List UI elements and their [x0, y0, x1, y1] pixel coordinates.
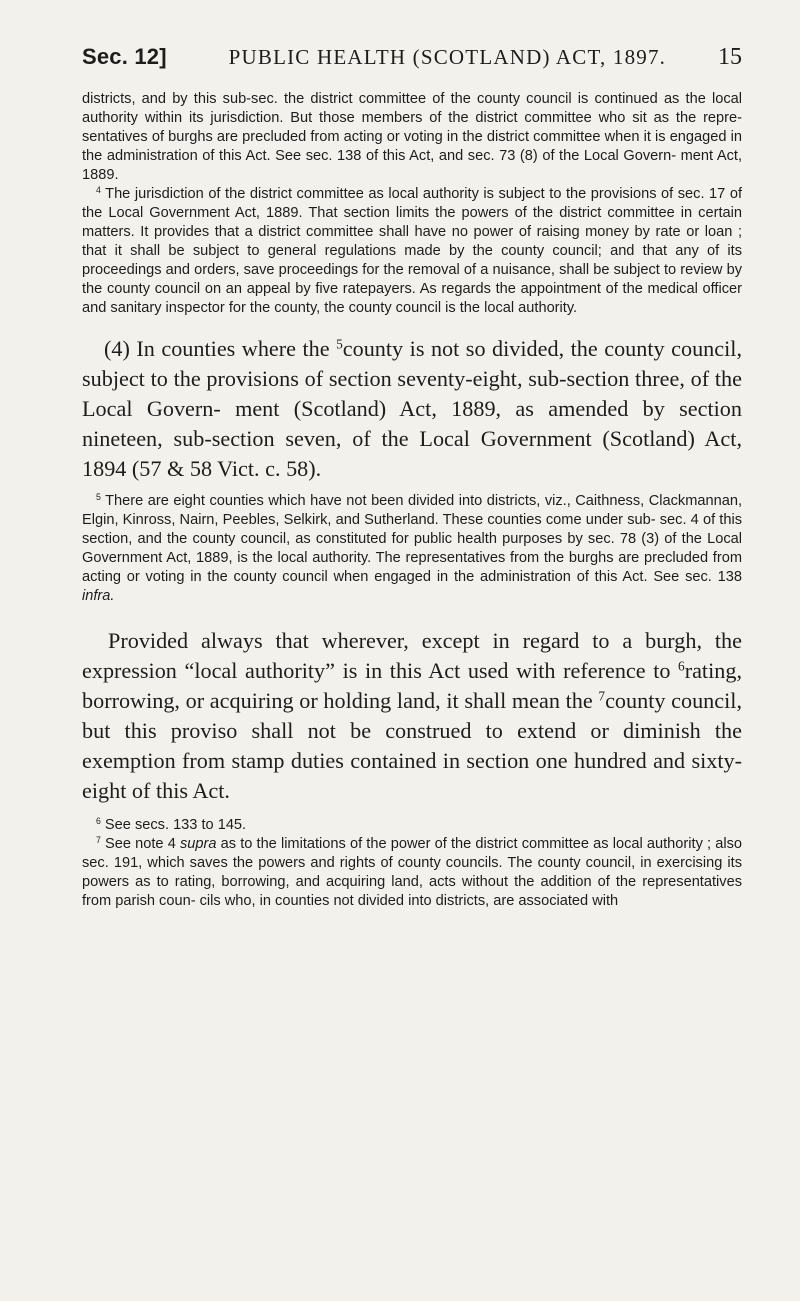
proviso-paragraph: [82, 626, 742, 806]
proviso-marker-7: 7: [598, 688, 606, 704]
proviso-part-3: county council, but this proviso shall not be construed to extend or diminish the exemption from stamp duties contained in section one hundred and sixty-eight of this Act.: [82, 688, 742, 803]
note-7: [82, 835, 742, 911]
note-5-marker: 5: [96, 492, 101, 503]
subsection-4-start: (4) In counties where the: [104, 336, 337, 361]
footnotes-bottom: [82, 816, 742, 911]
proviso-part-2: rating, borrowing, or acquiring or holding land, it shall mean the: [82, 658, 742, 713]
note-7-italic: supra: [179, 836, 217, 852]
note-7-marker: 7: [96, 835, 101, 846]
note-4-marker: 4: [96, 185, 101, 196]
proviso-part-1: Provided always that wherever, except in regard to a burgh, the expression “local authority” is in this Act used with reference to: [82, 628, 742, 683]
note-5: [82, 492, 742, 606]
note-6-marker: 6: [96, 816, 101, 827]
note-5-text: There are eight counties which have not been divided into districts, viz., Caithness, Clackmannan, Elgin, Kinross, Nairn, Peebles, Selkirk, and Sutherland. These counties come under sub- sec. 4 of this section, and the county council, as constituted for public health purposes by sec. 78 (3) of the Local Government Act, 1889, is the local authority. The representatives from the burghs are precluded from acting or voting in the county council when engaged in the administration of this Act. See sec. 138: [82, 493, 742, 585]
section-reference: Sec. 12]: [82, 44, 167, 69]
note-4-text: The jurisdiction of the district committee as local authority is subject to the provisions of sec. 17 of the Local Government Act, 1889. That section limits the powers of the district committee in certain matters. It provides that a district committee shall have no power of raising money by rate or loan ; that it shall be subject to general regulations made by the county council; and that any of its proceedings and orders, save proceedings for the removal of a nuisance, shall be subject to review by the county council on an appeal by five ratepayers. As regards the appointment of the medical officer and sanitary inspector for the county, the county council is the local authority.: [82, 186, 742, 316]
running-title: PUBLIC HEALTH (SCOTLAND) ACT, 1897.: [228, 45, 667, 69]
note-6: [82, 816, 742, 835]
running-header: [82, 44, 742, 84]
footnotes-top: [82, 90, 742, 318]
subsection-4-rest: county is not so divided, the county council, subject to the provisions of section seventy-eight, sub-section three, of the Local Govern- ment (Scotland) Act, 1889, as amended by section nineteen, sub-section seven, of the Local Government (Scotland) Act, 1894 (57 & 58 Vict. c. 58).: [82, 336, 742, 481]
proviso-marker-6: 6: [678, 658, 685, 674]
page-number: 15: [718, 44, 742, 70]
note-7-text: as to the limitations of the power of the district committee as local authority ; also sec. 191, which saves the powers and rights of county councils. The county council, in exercising its powers as to rating, borrowing, and acquiring land, acts without the addition of the representatives from parish coun- cils who, in counties not divided into districts, are associated with: [82, 836, 742, 909]
subsection-4: [82, 334, 742, 484]
note-continuation: districts, and by this sub-sec. the district committee of the county council is continued as the local authority within its jurisdiction. But those members of the district committee who sit as the repre- sentatives of burghs are precluded from acting or voting in the district committee when it is engaged in the administration of this Act. See sec. 138 of this Act, and sec. 73 (8) of the Local Govern- ment Act, 1889.: [82, 91, 742, 183]
note-4: [82, 185, 742, 318]
footnote-5-block: [82, 492, 742, 606]
subsection-4-marker: 5: [336, 336, 343, 352]
note-7-pre: See note 4: [100, 836, 180, 852]
note-6-text: See secs. 133 to 145.: [100, 817, 247, 833]
note-5-italic: infra.: [82, 588, 115, 604]
